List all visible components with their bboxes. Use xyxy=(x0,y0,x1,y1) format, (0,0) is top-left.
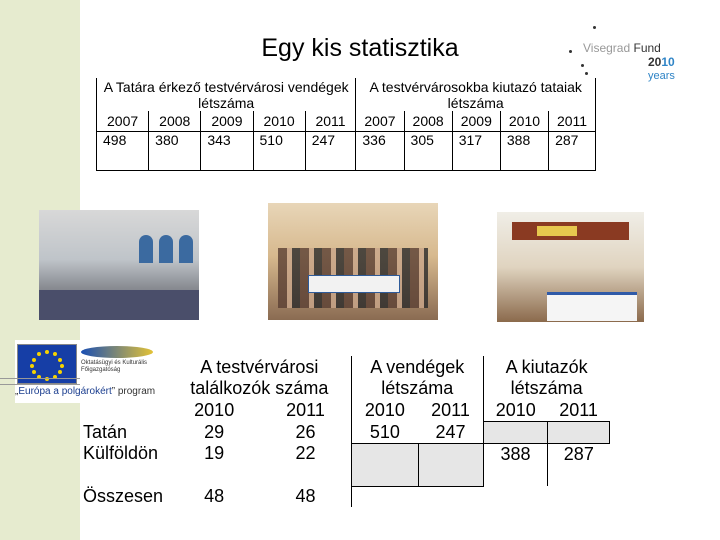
motto-quote-close: ” program xyxy=(111,386,156,397)
year-cell: 2010 xyxy=(500,111,548,132)
logo-year-a: 20 xyxy=(648,55,662,69)
guests-2010-cell xyxy=(351,443,418,486)
guests-2011-cell: 247 xyxy=(418,422,483,444)
row-label: Külföldön xyxy=(83,443,159,463)
value-row xyxy=(97,132,596,171)
outgoing-value-cell: 305 xyxy=(404,132,452,171)
eu-logo-motto: Európa a polgárokért xyxy=(18,386,112,397)
row-label: Tatán xyxy=(83,421,128,442)
travel-2011-cell xyxy=(548,486,610,507)
logo-year-b: 10 xyxy=(661,55,675,69)
meetings-summary-table xyxy=(80,356,610,507)
guests-2011-cell xyxy=(418,486,483,507)
incoming-value-cell: 510 xyxy=(253,132,305,171)
year-cell: 2011 xyxy=(305,111,356,132)
year-cell: 2007 xyxy=(356,111,404,132)
travel-2010-cell xyxy=(483,486,547,507)
guests-2011-cell xyxy=(418,443,483,486)
year-cell: 2011 xyxy=(418,399,483,422)
motto-quote-open: „ xyxy=(15,386,19,397)
year-cell: 2010 xyxy=(253,111,305,132)
divider-line xyxy=(0,378,80,379)
travelers-column-header: A kiutazók létszáma xyxy=(505,357,588,398)
travel-2011-cell: 287 xyxy=(548,443,610,486)
meetings-2010-cell: 19 xyxy=(204,443,225,463)
meetings-2011-cell: 22 xyxy=(260,443,351,486)
row-label: Összesen xyxy=(83,486,164,506)
year-cell: 2011 xyxy=(260,399,351,422)
travel-2010-cell xyxy=(483,422,547,444)
logo-brand-a: Visegrad xyxy=(583,41,631,55)
year-cell: 2010 xyxy=(364,400,405,421)
photo-market-stall xyxy=(497,212,644,322)
meetings-2011-cell: 26 xyxy=(260,422,351,444)
outgoing-value-cell: 317 xyxy=(452,132,500,171)
empty-corner-cell xyxy=(80,399,168,422)
guests-2010-cell xyxy=(351,486,418,507)
meetings-column-header: A testvérvárosi találkozók száma xyxy=(168,356,351,399)
travel-2011-cell xyxy=(548,422,610,444)
year-cell: 2009 xyxy=(452,111,500,132)
table-row xyxy=(80,486,610,507)
divider-line xyxy=(0,384,80,385)
year-cell: 2008 xyxy=(404,111,452,132)
meetings-2011-cell: 48 xyxy=(260,486,351,507)
outgoing-group-header: A testvérvárosokba kiutazó tataiak létszáma xyxy=(356,78,596,111)
year-cell: 2011 xyxy=(559,400,598,420)
empty-corner-cell xyxy=(80,356,168,399)
logo-brand-b: Fund xyxy=(633,41,661,55)
incoming-value-cell: 380 xyxy=(149,132,201,171)
year-cell: 2010 xyxy=(495,400,536,420)
year-cell: 2010 xyxy=(194,400,235,421)
year-cell: 2011 xyxy=(549,111,596,132)
year-cell: 2008 xyxy=(149,111,201,132)
guests-column-header: A vendégek létszáma xyxy=(351,356,483,399)
year-cell: 2007 xyxy=(97,111,149,132)
meetings-2010-cell: 29 xyxy=(204,421,225,442)
meetings-2010-cell: 48 xyxy=(204,486,225,506)
outgoing-value-cell: 287 xyxy=(549,132,596,171)
incoming-value-cell: 247 xyxy=(305,132,356,171)
incoming-value-cell: 498 xyxy=(97,132,149,171)
visitor-count-table xyxy=(96,78,596,171)
year-header-row xyxy=(97,111,596,132)
photo-group-banner xyxy=(268,203,438,320)
slide-title: Egy kis statisztika xyxy=(261,34,459,62)
outgoing-value-cell: 388 xyxy=(500,132,548,171)
table-row xyxy=(80,443,610,486)
travel-2010-cell: 388 xyxy=(500,443,531,464)
incoming-value-cell: 343 xyxy=(201,132,253,171)
guests-2010-cell: 510 xyxy=(369,421,400,442)
year-cell: 2009 xyxy=(201,111,253,132)
incoming-group-header: A Tatára érkező testvérvárosi vendégek létszáma xyxy=(97,78,356,111)
photo-dance-hall xyxy=(39,210,199,320)
eu-logo-small-text: Oktatásügyi és Kulturális Főigazgatóság xyxy=(81,360,148,373)
table-row xyxy=(80,422,610,444)
outgoing-value-cell: 336 xyxy=(356,132,404,171)
logo-year-suffix: years xyxy=(648,70,675,82)
